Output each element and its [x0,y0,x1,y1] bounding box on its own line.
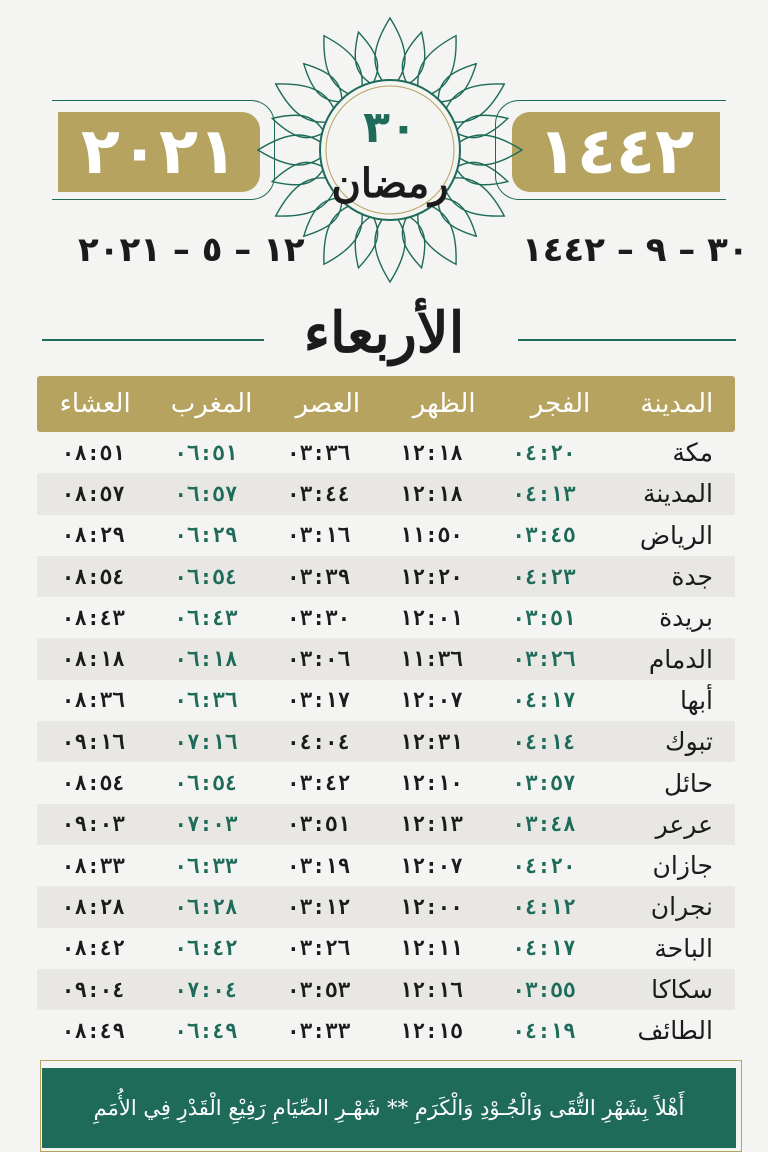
header-isha: العشاء [59,389,131,419]
cell-isha: ٠٨:٤٢ [61,936,125,961]
cell-maghrib: ٠٦:٥٤ [174,564,238,589]
cell-fajr: ٠٤:١٧ [512,688,576,713]
gregorian-year-banner [58,112,260,192]
table-row [37,1010,735,1051]
cell-asr: ٠٣:٢٦ [287,936,351,961]
cell-isha: ٠٨:٤٣ [61,605,125,630]
cell-dhuhr: ١٢:١٨ [399,440,463,465]
cell-fajr: ٠٤:١٣ [512,481,576,506]
cell-dhuhr: ١١:٥٠ [399,523,463,548]
cell-city: سكاكا [651,975,713,1004]
cell-city: بريدة [659,603,713,633]
cell-city: المدينة [642,479,713,509]
cell-dhuhr: ١٢:١٦ [399,977,463,1002]
cell-asr: ٠٣:٥١ [287,812,351,837]
cell-asr: ٠٣:١٧ [287,688,351,713]
cell-city: جدة [671,562,713,592]
cell-dhuhr: ١٢:٣١ [399,729,463,754]
cell-asr: ٠٣:٣٦ [287,440,351,465]
cell-asr: ٠٣:١٢ [287,894,351,919]
rosette-ornament [250,10,530,290]
cell-fajr: ٠٤:١٩ [512,1018,576,1043]
header-city: المدينة [640,389,714,419]
cell-dhuhr: ١٢:٠٧ [399,688,463,713]
cell-maghrib: ٠٦:٢٩ [174,523,238,548]
cell-city: الدمام [648,644,713,674]
cell-city: جازان [652,851,713,881]
cell-fajr: ٠٤:٢٠ [512,440,576,465]
cell-maghrib: ٠٦:٤٩ [174,1018,238,1043]
hijri-date: ٣٠ – ٩ – ١٤٤٢ [522,230,749,270]
header-asr: العصر [295,389,361,419]
gregorian-date: ١٢ – ٥ – ٢٠٢١ [78,230,305,270]
cell-fajr: ٠٣:٥١ [512,605,576,630]
hijri-year-banner [512,112,720,192]
cell-dhuhr: ١٢:٢٠ [399,564,463,589]
table-row [37,969,735,1010]
table-row [37,473,735,514]
cell-dhuhr: ١٢:١٠ [399,771,463,796]
cell-asr: ٠٣:١٩ [287,853,351,878]
cell-maghrib: ٠٦:١٨ [174,647,238,672]
gregorian-year: ٢٠٢١ [80,115,238,189]
cell-maghrib: ٠٦:٢٨ [174,894,238,919]
cell-city: الباحة [654,933,713,963]
header-dhuhr: الظهر [412,389,476,419]
day-title: الأربعاء [303,300,465,366]
cell-city: حائل [664,768,713,798]
footer-bar [42,1068,736,1148]
cell-isha: ٠٨:٥٤ [61,771,125,796]
cell-isha: ٠٩:٠٣ [61,812,125,837]
cell-fajr: ٠٣:٤٥ [512,523,576,548]
cell-isha: ٠٨:٥١ [61,440,125,465]
cell-isha: ٠٨:١٨ [61,647,125,672]
cell-isha: ٠٨:٤٩ [61,1018,125,1043]
cell-dhuhr: ١٢:٠٧ [399,853,463,878]
table-row [37,597,735,638]
table-row [37,680,735,721]
cell-asr: ٠٣:١٦ [287,523,351,548]
cell-city: عرعر [655,809,713,839]
cell-dhuhr: ١٢:١٨ [399,481,463,506]
cell-city: أبها [679,685,713,715]
table-row [37,432,735,473]
cell-fajr: ٠٤:٢٠ [512,853,576,878]
table-row [37,928,735,969]
cell-maghrib: ٠٦:٣٦ [174,688,238,713]
cell-city: مكة [672,438,713,468]
table-row [37,556,735,597]
cell-fajr: ٠٤:٢٣ [512,564,576,589]
cell-fajr: ٠٤:١٢ [512,894,576,919]
header-maghrib: المغرب [170,389,253,419]
cell-city: الرياض [639,520,713,550]
cell-asr: ٠٣:٤٤ [287,481,351,506]
cell-isha: ٠٨:٥٧ [61,481,125,506]
cell-isha: ٠٩:٠٤ [61,977,125,1002]
table-row [37,845,735,886]
table-row [37,638,735,679]
cell-dhuhr: ١٢:١١ [399,936,463,961]
cell-isha: ٠٨:٢٩ [61,523,125,548]
day-number: ٣٠ [363,102,417,153]
cell-maghrib: ٠٧:١٦ [174,729,238,754]
cell-dhuhr: ١٢:١٥ [399,1018,463,1043]
cell-asr: ٠٣:٥٣ [287,977,351,1002]
table-row [37,886,735,927]
cell-city: نجران [650,892,713,922]
cell-dhuhr: ١٢:١٣ [399,812,463,837]
cell-dhuhr: ١٢:٠٠ [399,894,463,919]
cell-asr: ٠٣:٠٦ [287,647,351,672]
cell-isha: ٠٨:٥٤ [61,564,125,589]
cell-asr: ٠٣:٤٢ [287,771,351,796]
cell-isha: ٠٨:٣٣ [61,853,125,878]
cell-isha: ٠٨:٢٨ [61,894,125,919]
cell-dhuhr: ١٢:٠١ [399,605,463,630]
cell-isha: ٠٩:١٦ [61,729,125,754]
cell-maghrib: ٠٧:٠٣ [174,812,238,837]
cell-maghrib: ٠٧:٠٤ [174,977,238,1002]
table-header [37,376,735,432]
hijri-year: ١٤٤٢ [537,115,695,189]
table-row [37,515,735,556]
cell-dhuhr: ١١:٣٦ [399,647,463,672]
cell-fajr: ٠٣:٥٥ [512,977,576,1002]
cell-city: الطائف [637,1016,713,1046]
cell-maghrib: ٠٦:٣٣ [174,853,238,878]
table-row [37,804,735,845]
month-name: رمضان [331,160,449,207]
table-row [37,762,735,803]
cell-maghrib: ٠٦:٤٢ [174,936,238,961]
cell-asr: ٠٣:٣٣ [287,1018,351,1043]
header-fajr: الفجر [530,389,591,419]
table-body [37,432,735,1051]
cell-city: تبوك [664,727,713,757]
cell-maghrib: ٠٦:٥٧ [174,481,238,506]
cell-fajr: ٠٤:١٤ [512,729,576,754]
cell-maghrib: ٠٦:٥١ [174,440,238,465]
cell-asr: ٠٣:٣٠ [287,605,351,630]
cell-maghrib: ٠٦:٥٤ [174,771,238,796]
cell-maghrib: ٠٦:٤٣ [174,605,238,630]
cell-fajr: ٠٤:١٧ [512,936,576,961]
cell-asr: ٠٣:٣٩ [287,564,351,589]
cell-fajr: ٠٣:٤٨ [512,812,576,837]
table-row [37,721,735,762]
cell-asr: ٠٤:٠٤ [287,729,351,754]
cell-fajr: ٠٣:٢٦ [512,647,576,672]
footer-verse: أَهْلاً بِشَهْرِ التُّقَى وَالْجُـوْدِ وَالْكَرَمِ ** شَهْـرِ الصِّيَامِ رَفِيْعِ الْقَدْرِ فِي الأُمَمِ [93,1096,685,1120]
cell-fajr: ٠٣:٥٧ [512,771,576,796]
cell-isha: ٠٨:٣٦ [61,688,125,713]
